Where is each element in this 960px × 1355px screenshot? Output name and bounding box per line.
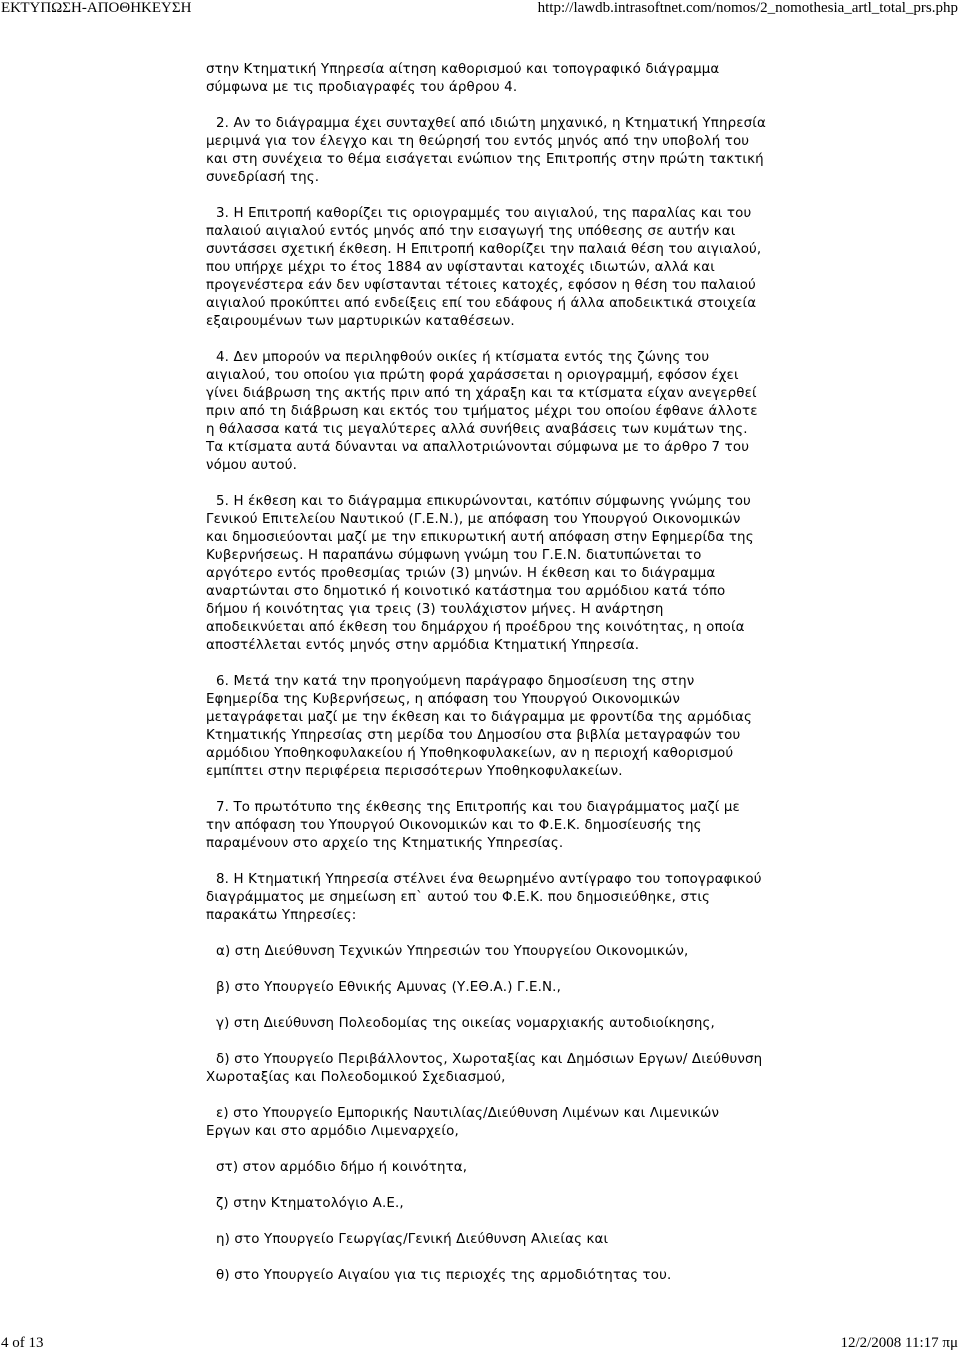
print-header xyxy=(0,0,960,22)
list-item-a: α) στη Διεύθυνση Τεχνικών Υπηρεσιών του Υπουργείου Οικονομικών, xyxy=(216,944,689,959)
paragraph-5: 5. Η έκθεση και το διάγραμμα επικυρώνονται, κατόπιν σύμφωνης γνώμης του Γενικού Επιτελείου Ναυτικού (Γ.Ε.Ν.), με απόφαση του Υπουργού Οικονομικών και δημοσιεύονται μαζί με την επικυρωτική αυτή απόφαση στην Εφημερίδα της Κυβερνήσεως. Η παραπάνω σύμφωνη γνώμη του Γ.Ε.Ν. διατυπώνεται το αργότερο εντός προθεσμίας τριών (3) μηνών. Η έκθεση και το διάγραμμα αναρτώνται στο δημοτικό ή κοινοτικό κατάστημα του αρμόδιου κατά τόπο δήμου ή κοινότητας για τρεις (3) τουλάχιστον μήνες. Η ανάρτηση αποδεικνύεται από έκθεση του δημάρχου ή προέδρου της κοινότητας, η οποία αποστέλλεται εντός μηνός στην αρμόδια Κτηματική Υπηρεσία. xyxy=(206,494,754,653)
paragraph-6: 6. Μετά την κατά την προηγούμενη παράγραφο δημοσίευση της στην Εφημερίδα της Κυβερνήσεως, η απόφαση του Υπουργού Οικονομικών μεταγράφεται μαζί με την έκθεση και το διάγραμμα με φροντίδα της αρμόδιας Κτηματικής Υπηρεσίας στη μερίδα του Δημοσίου στα βιβλία μεταγραφών του αρμόδιου Υποθηκοφυλακείου ή Υποθηκοφυλακείων, αν η περιοχή καθορισμού εμπίπτει στην περιφέρεια περισσότερων Υποθηκοφυλακείων. xyxy=(206,674,753,779)
print-footer xyxy=(0,1335,960,1355)
paragraph-2: 2. Αν το διάγραμμα έχει συνταχθεί από ιδιώτη μηχανικό, η Κτηματική Υπηρεσία μεριμνά για τον έλεγχο και τη θεώρησή του εντός μηνός από την υποβολή του και στη συνέχεια το θέμα εισάγεται ενώπιον της Επιτροπής στην πρώτη τακτική συνεδρίασή της. xyxy=(206,116,766,185)
list-item-th: θ) στο Υπουργείο Αιγαίου για τις περιοχές της αρμοδιότητας του. xyxy=(216,1268,672,1283)
list-item-c: γ) στη Διεύθυνση Πολεοδομίας της οικείας νομαρχιακής αυτοδιοίκησης, xyxy=(216,1016,715,1031)
list-item-d: δ) στο Υπουργείο Περιβάλλοντος, Χωροταξίας και Δημόσιων Εργων/ Διεύθυνση Χωροταξίας και Πολεοδομικού Σχεδιασμού, xyxy=(206,1052,763,1085)
paragraph-intro: στην Κτηματική Υπηρεσία αίτηση καθορισμού και τοπογραφικό διάγραμμα σύμφωνα με τις προδιαγραφές του άρθρου 4. xyxy=(206,62,720,95)
paragraph-8: 8. Η Κτηματική Υπηρεσία στέλνει ένα θεωρημένο αντίγραφο του τοπογραφικού διαγράμματος με σημείωση επ` αυτού του Φ.Ε.Κ. που δημοσιεύθηκε, στις παρακάτω Υπηρεσίες: xyxy=(206,872,762,923)
list-item-z: ζ) στην Κτηματολόγιο Α.Ε., xyxy=(216,1196,404,1211)
document-body xyxy=(206,61,766,1303)
paragraph-7: 7. Το πρωτότυπο της έκθεσης της Επιτροπής και του διαγράμματος μαζί με την απόφαση του Υπουργού Οικονομικών και το Φ.Ε.Κ. δημοσίευσής της παραμένουν στο αρχείο της Κτηματικής Υπηρεσίας. xyxy=(206,800,740,851)
list-item-st: στ) στον αρμόδιο δήμο ή κοινότητα, xyxy=(216,1160,468,1175)
paragraph-4: 4. Δεν μπορούν να περιληφθούν οικίες ή κτίσματα εντός της ζώνης του αιγιαλού, του οποίου για πρώτη φορά χαράσσεται η οριογραμμή, εφόσον έχει γίνει διάβρωση της ακτής πριν από τη χάραξη και τα κτίσματα είχαν ανεγερθεί πριν από τη διάβρωση και εκτός του τμήματος μέχρι του οποίου έφθανε άλλοτε η θάλασσα κατά τις μεγαλύτερες αλλά συνήθεις αναβάσεις των κυμάτων της. Τα κτίσματα αυτά δύνανται να απαλλοτριώνονται σύμφωνα με το άρθρο 7 του νόμου αυτού. xyxy=(206,350,758,473)
print-header-url[interactable]: http://lawdb.intrasoftnet.com/nomos/2_nomothesia_artl_total_prs.php xyxy=(537,0,958,16)
page-number: 4 of 13 xyxy=(1,1335,44,1351)
paragraph-3: 3. Η Επιτροπή καθορίζει τις οριογραμμές του αιγιαλού, της παραλίας και του παλαιού αιγιαλού εντός μηνός από την εισαγωγή της υπόθεσης σε αυτήν και συντάσσει σχετική έκθεση. Η Επιτροπή καθορίζει την παλαιά θέση του αιγιαλού, που υπήρχε μέχρι το έτος 1884 αν υφίστανται κατοχές ιδιωτών, αλλά και προγενέστερα εάν δεν υφίστανται τέτοιες κατοχές, εφόσον η θέση του παλαιού αιγιαλού προκύπτει από ενδείξεις επί του εδάφους ή άλλα αποδεικτικά στοιχεία εξαιρουμένων των μαρτυρικών καταθέσεων. xyxy=(206,206,762,329)
list-item-e: ε) στο Υπουργείο Εμπορικής Ναυτιλίας/Διεύθυνση Λιμένων και Λιμενικών Εργων και στο αρμόδιο Λιμεναρχείο, xyxy=(206,1106,720,1139)
list-item-h: η) στο Υπουργείο Γεωργίας/Γενική Διεύθυνση Αλιείας και xyxy=(216,1232,609,1247)
print-header-title: ΕΚΤΥΠΩΣΗ-ΑΠΟΘΗΚΕΥΣΗ xyxy=(1,0,192,16)
print-datetime: 12/2/2008 11:17 πμ xyxy=(840,1335,958,1351)
list-item-b: β) στο Υπουργείο Εθνικής Αμυνας (Υ.ΕΘ.Α.) Γ.Ε.Ν., xyxy=(216,980,561,995)
